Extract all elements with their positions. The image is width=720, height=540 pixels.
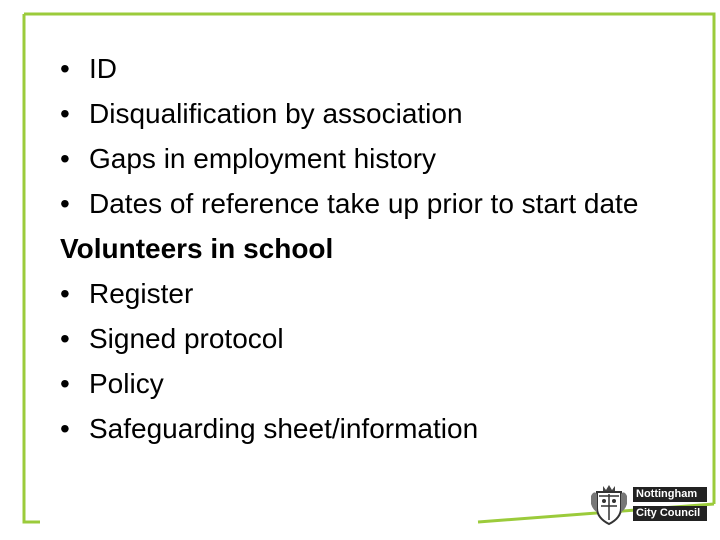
list-item-text: Policy [89,368,164,399]
list-item [60,46,680,91]
bullet-marker: • [60,98,70,129]
logo-line-1: Nottingham [633,487,707,502]
bullet-marker: • [60,53,70,84]
list-item [60,361,680,406]
list-item [60,406,680,451]
list-item-text: Signed protocol [89,323,284,354]
list-item [60,91,680,136]
bullet-marker: • [60,323,70,354]
council-logo [589,484,707,526]
bullet-marker: • [60,278,70,309]
logo-line-2: City Council [633,506,707,521]
top-bullet-list [60,46,680,226]
list-item-text: Dates of reference take up prior to start date [89,188,639,219]
coat-of-arms-icon [589,484,629,526]
bullet-marker: • [60,188,70,219]
list-item [60,181,680,226]
bottom-bullet-list [60,271,680,451]
logo-text [633,487,707,525]
list-item-text: Gaps in employment history [89,143,437,174]
list-item [60,136,680,181]
list-item [60,316,680,361]
bullet-marker: • [60,143,70,174]
bullet-marker: • [60,413,70,444]
section-heading: Volunteers in school [60,233,334,264]
list-item-text: Register [89,278,194,309]
list-item-text: ID [89,53,117,84]
slide-content [60,46,680,451]
list-item-text: Safeguarding sheet/information [89,413,479,444]
list-item [60,271,680,316]
list-item-text: Disqualification by association [89,98,463,129]
bullet-marker: • [60,368,70,399]
